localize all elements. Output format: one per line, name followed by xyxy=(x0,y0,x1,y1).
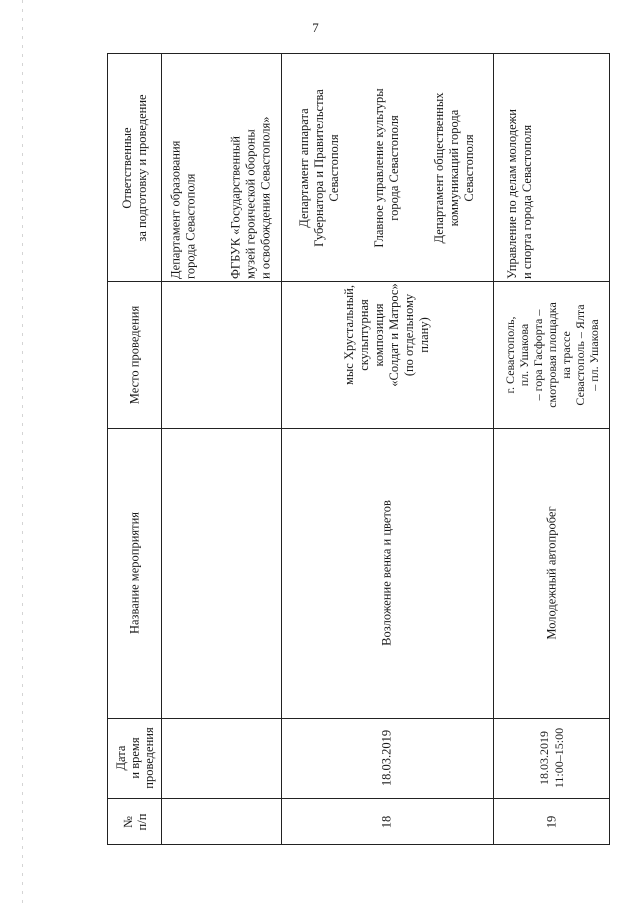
header-no-text: № п/п xyxy=(120,813,149,831)
row-18-name xyxy=(281,428,493,718)
responsible-entry: Департамент образования города Севастополя xyxy=(168,140,198,279)
row-18-date xyxy=(281,718,493,798)
responsible-entry: Департамент аппарата Губернатора и Правительства Севастополя xyxy=(297,88,341,247)
row-18-responsible xyxy=(281,54,493,281)
row-19-no-text: 19 xyxy=(544,815,559,829)
events-table xyxy=(107,53,610,845)
page-number: 7 xyxy=(312,20,319,35)
row-19-date xyxy=(493,718,611,798)
responsible-entry: Департамент общественных коммуникаций города Севастополя xyxy=(432,92,476,243)
row-19-name-text: Молодежный автопробег xyxy=(544,506,559,640)
row-18-no-text: 18 xyxy=(379,815,394,829)
header-date-text: Дата и время проведения xyxy=(113,727,156,789)
responsible-entry: Главное управление культуры города Севастополя xyxy=(372,87,401,248)
header-no xyxy=(108,798,161,846)
header-name-text: Название мероприятия xyxy=(127,511,141,635)
header-responsible xyxy=(108,54,161,281)
row-19-date-text: 18.03.2019 11:00–15:00 xyxy=(537,727,566,789)
row-19-place xyxy=(493,281,611,428)
responsible-entry: ФГБУК «Государственный музей героической обороны и освобождения Севастополя» xyxy=(228,115,273,279)
row-19-place-text: г. Севастополь, пл. Ушакова – гора Гасфорта – смотровая площадка на трассе Севастополь – Ялта – пл. Ушакова xyxy=(503,301,601,408)
header-responsible-text: Ответственные за подготовку и проведение xyxy=(119,93,149,242)
row-18-name-text: Возложение венка и цветов xyxy=(379,500,394,646)
row-18-no xyxy=(281,798,493,846)
header-place xyxy=(108,281,161,428)
header-date xyxy=(108,718,161,798)
row-18-date-text: 18.03.2019 xyxy=(379,729,394,787)
row-continuation-responsible xyxy=(161,54,281,281)
row-19-responsible xyxy=(493,54,611,281)
row-19-name xyxy=(493,428,611,718)
header-name xyxy=(108,428,161,718)
header-place-text: Место проведения xyxy=(127,305,141,404)
row-19-no xyxy=(493,798,611,846)
responsible-entry: Управление по делам молодежи и спорта города Севастополя xyxy=(505,108,534,279)
row-18-place xyxy=(281,281,493,428)
row-18-place-text: мыс Хрустальный, скульптурная композиция «Солдат и Матрос» (по отдельному плану) xyxy=(342,282,431,387)
scan-edge-mark xyxy=(22,0,23,905)
